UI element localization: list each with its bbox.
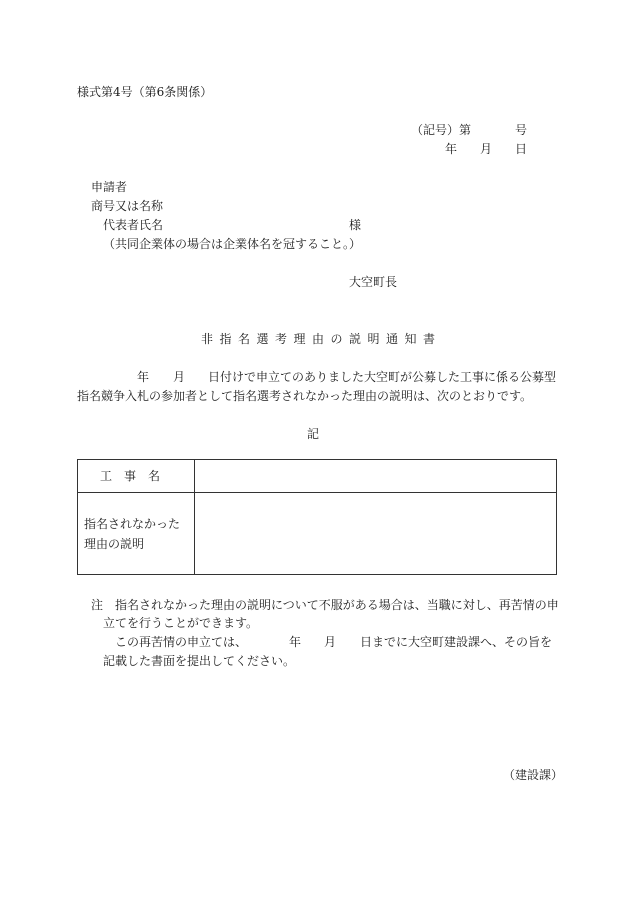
note-mark: 注 (91, 598, 104, 612)
reason-label-line-2: 理由の説明 (84, 536, 145, 551)
form-number: 様式第4号（第6条関係） (77, 85, 213, 99)
company-name-label: 商号又は名称 (91, 199, 164, 213)
body-year: 年 (137, 370, 150, 384)
project-name-label: 工事名 (78, 460, 195, 493)
reason-value[interactable] (195, 493, 557, 575)
date-day: 日 (515, 142, 528, 156)
honorific: 様 (349, 218, 362, 232)
representative-label: 代表者氏名 (103, 218, 164, 232)
body-month: 月 (173, 370, 186, 384)
table-row (78, 460, 557, 493)
page-title: 非指名選考理由の説明通知書 (201, 332, 442, 346)
body-line-2: 指名競争入札の参加者として指名選考されなかった理由の説明は、次のとおりです。 (77, 389, 533, 403)
ki-heading: 記 (307, 427, 320, 441)
note-line-4: 記載した書面を提出してください。 (103, 654, 296, 668)
record-number-suffix: 号 (515, 123, 528, 137)
date-month: 月 (480, 142, 493, 156)
body-line-1: 日付けで申立てのありました大空町が公募した工事に係る公募型 (208, 370, 557, 384)
reason-label-line-1: 指名されなかった (84, 516, 181, 531)
reason-label (78, 493, 195, 575)
note-line-1: 指名されなかった理由の説明について不服がある場合は、当職に対し、再苦情の申 (115, 598, 559, 612)
applicant-label: 申請者 (91, 180, 128, 194)
note-line-3-pre: この再苦情の申立ては、 (115, 635, 248, 649)
record-number-label: （記号）第 (411, 123, 472, 137)
sender: 大空町長 (349, 275, 398, 289)
table-row (78, 493, 557, 575)
note-line-3-year: 年 (289, 635, 302, 649)
date-year: 年 (445, 142, 458, 156)
department-footer: （建設課） (503, 768, 564, 782)
note-line-2: 立てを行うことができます。 (103, 616, 259, 630)
note-line-3-month: 月 (324, 635, 337, 649)
note-line-3-post: 日までに大空町建設課へ、その旨を (360, 635, 553, 649)
project-name-value[interactable] (195, 460, 557, 493)
joint-venture-note: （共同企業体の場合は企業体名を冠すること。） (103, 237, 362, 251)
info-table (77, 459, 557, 575)
